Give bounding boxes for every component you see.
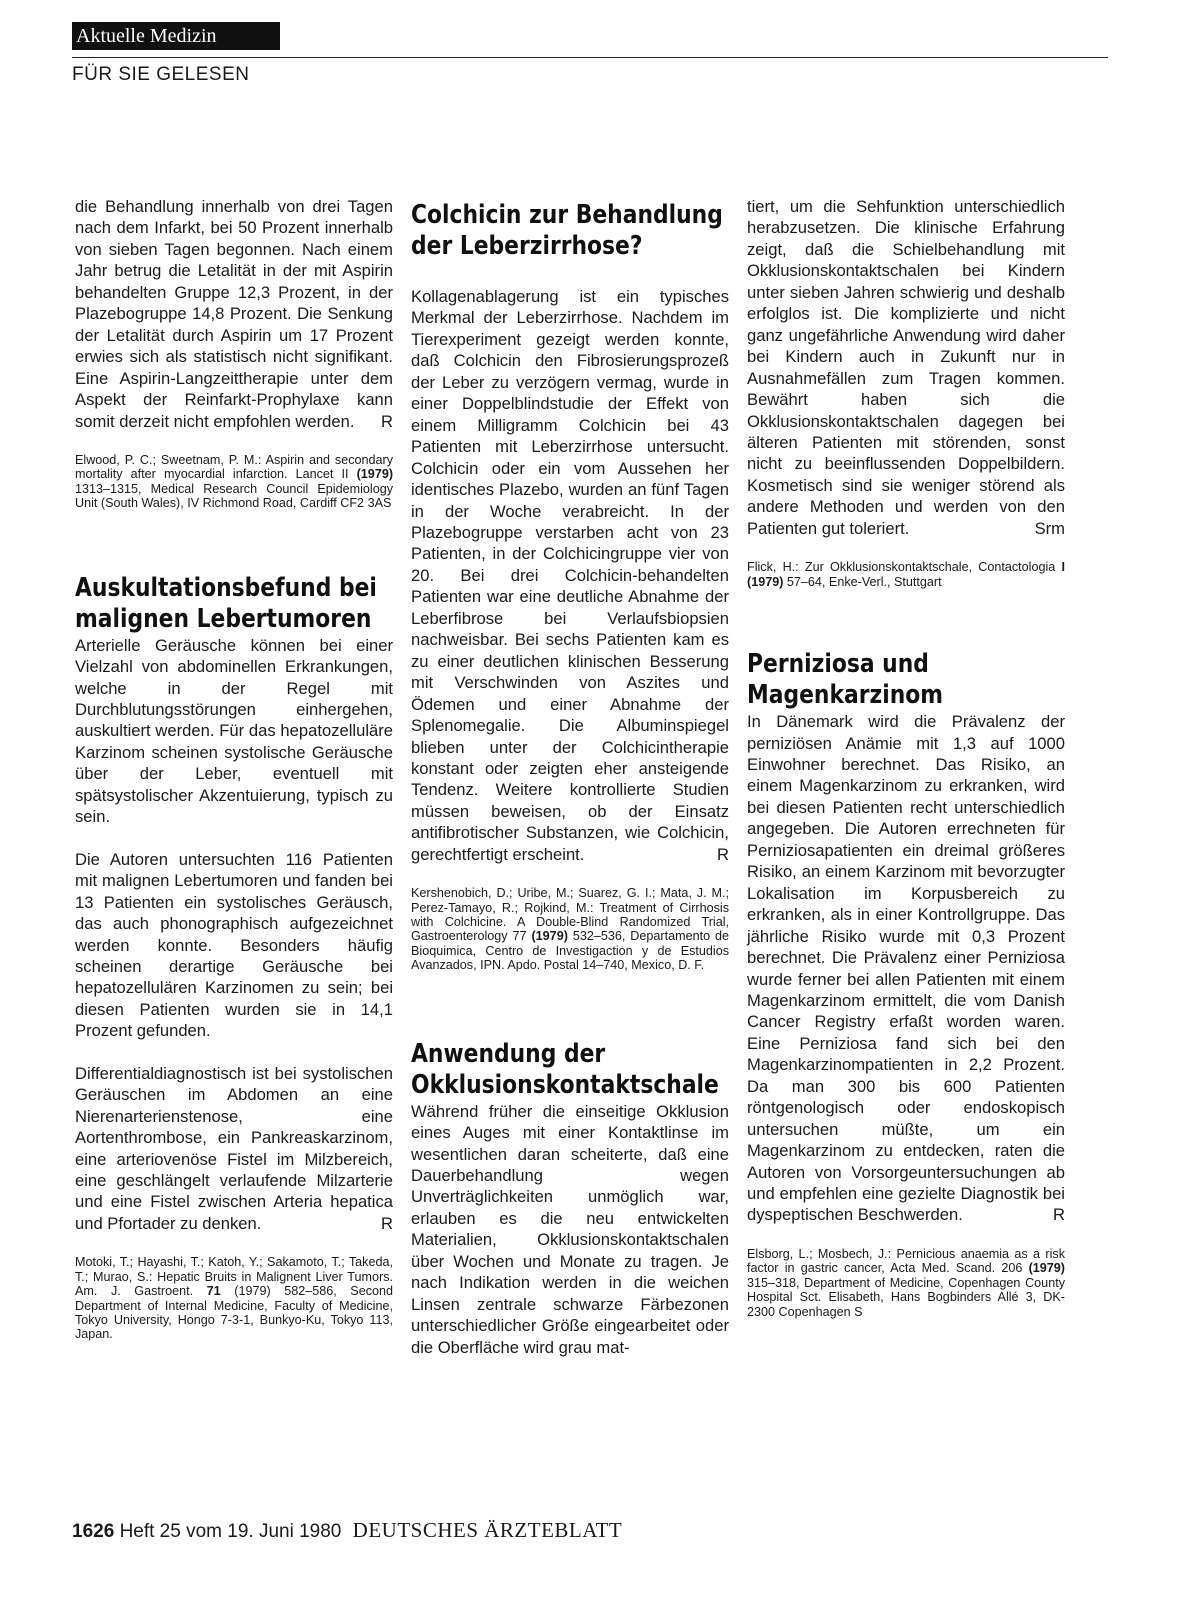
page-number: 1626	[72, 1521, 115, 1542]
author-sign: R	[381, 1213, 393, 1233]
reference: Elsborg, L.; Mosbech, J.: Pernicious anaemia as a risk factor in gastric cancer, Acta Med. Scand. 206 (1979) 315–318, Department of Medicine, Copenhagen County Hospital Sct. Elisabeth, Hans Bogbinders Allé 3, DK-2300 Copenhagen S	[747, 1246, 1065, 1319]
author-sign: Srm	[1034, 518, 1065, 538]
author-sign: R	[717, 844, 729, 864]
column-1	[75, 196, 393, 1342]
paragraph: Kollagenablagerung ist ein typisches Merkmal der Leberzirrhose. Nachdem im Tierexperiment gezeigt werden konnte, daß Colchicin den Fibrosierungsprozeß der Leber zu verzögern vermag, wurde in einer Doppelblindstudie der Effekt von einem Milligramm Colchicin bei 43 Patienten mit Leberzirrhose untersucht. Colchicin oder ein vom Aussehen her identisches Plazebo, wurden an fünf Tagen in der Woche verabreicht. In der Plazebogruppe verstarben acht von 23 Patienten, in der Colchicingruppe vier von 20. Bei drei Colchicin-behandelten Patienten war eine deutliche Abnahme der Leberfibrose bei Verlaufsbiopsien nachweisbar. Bei sechs Patienten kam es zu einer deutlichen klinischen Besserung mit Verschwinden von Aszites und Ödemen und einer Abnahme der Splenomegalie. Die Albuminspiegel blieben unter der Colchicintherapie konstant oder zeigten eher ansteigende Tendenz. Weitere kontrollierte Studien müssen beweisen, ob der Einsatz antifibrotischer Substanzen, wie Colchicin, gerechtfertigt erscheint. R	[411, 287, 729, 864]
journal-name: DEUTSCHES ÄRZTEBLATT	[352, 1518, 623, 1542]
column-3	[747, 196, 1065, 1319]
article-title: Colchicin zur Behandlung der Leberzirrhose?	[411, 200, 723, 261]
reference: Flick, H.: Zur Okklusionskontaktschale, Contactologia I (1979) 57–64, Enke-Verl., Stuttgart	[747, 560, 1065, 589]
paragraph: Während früher die einseitige Okklusion eines Auges mit einer Kontaktlinse im wesentlichen daran scheiterte, daß eine Dauerbehandlung wegen Unverträglichkeiten unmöglich war, erlauben es die neu entwickelten Materialien, Okklusionskontaktschalen über Wochen und Monate zu tragen. Je nach Indikation werden in die weichen Linsen zentrale schwarze Färbezonen unterschiedlicher Größe eingearbeitet oder die Oberfläche wird grau mat-	[411, 1101, 729, 1357]
column-2	[411, 196, 729, 1358]
intro-paragraph: die Behandlung innerhalb von drei Tagen nach dem Infarkt, bei 50 Prozent innerhalb von sieben Tagen begonnen. Nach einem Jahr betrug die Letalität in der mit Aspirin behandelten Gruppe 12,3 Prozent, in der Plazebogruppe 14,8 Prozent. Die Senkung der Letalität durch Aspirin um 17 Prozent erwies sich als statistisch nicht signifikant. Eine Aspirin-Langzeittherapie unter dem Aspekt der Reinfarkt-Prophylaxe kann somit derzeit nicht empfohlen werden. R	[75, 197, 393, 431]
header-rule	[72, 57, 1108, 58]
section-label: Aktuelle Medizin	[72, 22, 280, 50]
paragraph: Die Autoren untersuchten 116 Patienten mit malignen Lebertumoren und fanden bei 13 Patienten ein systolisches Geräusch, das auch phonographisch aufgezeichnet werden konnte. Besonders häufig scheinen derartige Geräusche bei hepatozellulären Karzinomen zu sein; bei diesen Patienten wurden sie in 14,1 Prozent gefunden.	[75, 849, 393, 1041]
reference: Kershenobich, D.; Uribe, M.; Suarez, G. I.; Mata, J. M.; Perez-Tamayo, R.; Rojkind, M.: Treatment of Cirrhosis with Colchicine. A Double-Blind Randomized Trial, Gastroenterology 77 (1979) 532–536, Departamento de Bioquimica, Centro de Investigaction y de Estudios Avanzados, IPN. Apdo. Postal 14–740, Mexico, D. F.	[411, 886, 730, 973]
paragraph: tiert, um die Sehfunktion unterschiedlich herabzusetzen. Die klinische Erfahrung zeigt, daß die Schielbehandlung mit Okklusionskontaktschalen bei Kindern unter sieben Jahren schwierig und deshalb erfolglos ist. Die komplizierte und nicht ganz ungefährliche Anwendung wird daher bei Kindern auch in Zukunft nur in Ausnahmefällen zum Tragen kommen. Bewährt haben sich die Okklusionskontaktschalen dagegen bei älteren Patienten mit störenden, sonst nicht zu beeinflussenden Doppelbildern. Kosmetisch sind sie weniger störend als andere Methoden und werden von den Patienten gut toleriert. Srm	[747, 197, 1065, 538]
article-title: Perniziosa und Magenkarzinom	[747, 649, 944, 711]
issue-info: Heft 25 vom 19. Juni 1980	[119, 1521, 342, 1542]
article-title: Anwendung der Okklusionskontaktschale	[411, 1038, 719, 1100]
reference: Elwood, P. C.; Sweetnam, P. M.: Aspirin and secondary mortality after myocardial infarction. Lancet II (1979) 1313–1315, Medical Research Council Epidemiology Unit (South Wales), IV Richmond Road, Cardiff CF2 3AS	[75, 452, 394, 511]
kicker: FÜR SIE GELESEN	[72, 64, 250, 85]
paragraph: In Dänemark wird die Prävalenz der perniziösen Anämie mit 1,3 auf 1000 Einwohner berechnet. Das Risiko, an einem Magenkarzinom zu erkranken, wird bei diesen Patienten recht unterschiedlich angegeben. Die Autoren errechneten für Perniziosapatienten ein dreimal größeres Risiko, an einem Karzinom mit bevorzugter Lokalisation im Korpusbereich zu erkranken, als in einer Kontrollgruppe. Das jährliche Risiko wurde mit 0,3 Prozent berechnet. Die Prävalenz einer Perniziosa wurde ferner bei allen Patienten mit einem Magenkarzinom ermittelt, die vom Danish Cancer Registry erfaßt worden waren. Eine Perniziosa fand sich bei den Magenkarzinompatienten in 2,2 Prozent. Da man 300 bis 600 Patienten röntgenologisch oder endoskopisch untersuchen müßte, um ein Magenkarzinom zu entdecken, raten die Autoren von Vorsorgeuntersuchungen ab und empfehlen eine gezielte Diagnostik bei dyspeptischen Beschwerden. R	[747, 712, 1065, 1225]
page-footer	[72, 1518, 622, 1543]
author-sign: R	[1053, 1205, 1065, 1225]
paragraph: Differentialdiagnostisch ist bei systolischen Geräuschen im Abdomen an eine Nierenarterienstenose, eine Aortenthrombose, ein Pankreaskarzinom, eine arteriovenöse Fistel im Milzbereich, eine geschlängelt verlaufende Milzarterie und eine Fistel zwischen Arteria hepatica und Pfortader zu denken. R	[75, 1063, 393, 1233]
author-sign: R	[381, 411, 393, 431]
reference: Motoki, T.; Hayashi, T.; Katoh, Y.; Sakamoto, T.; Takeda, T.; Murao, S.: Hepatic Bruits in Malignent Liver Tumors. Am. J. Gastroent. 71 (1979) 582–586, Second Department of Internal Medicine, Faculty of Medicine, Tokyo University, Hongo 7-3-1, Bunkyo-Ku, Tokyo 113, Japan.	[75, 1255, 394, 1342]
paragraph: Arterielle Geräusche können bei einer Vielzahl von abdominellen Erkrankungen, welche in der Regel mit Durchblutungsstörungen einhergehen, auskultiert werden. Für das hepatozelluläre Karzinom scheinen systolische Geräusche über der Leber, eventuell mit spätsystolischer Akzentuierung, typisch zu sein.	[75, 635, 393, 827]
article-title: Auskultationsbefund bei malignen Lebertumoren	[75, 572, 377, 634]
